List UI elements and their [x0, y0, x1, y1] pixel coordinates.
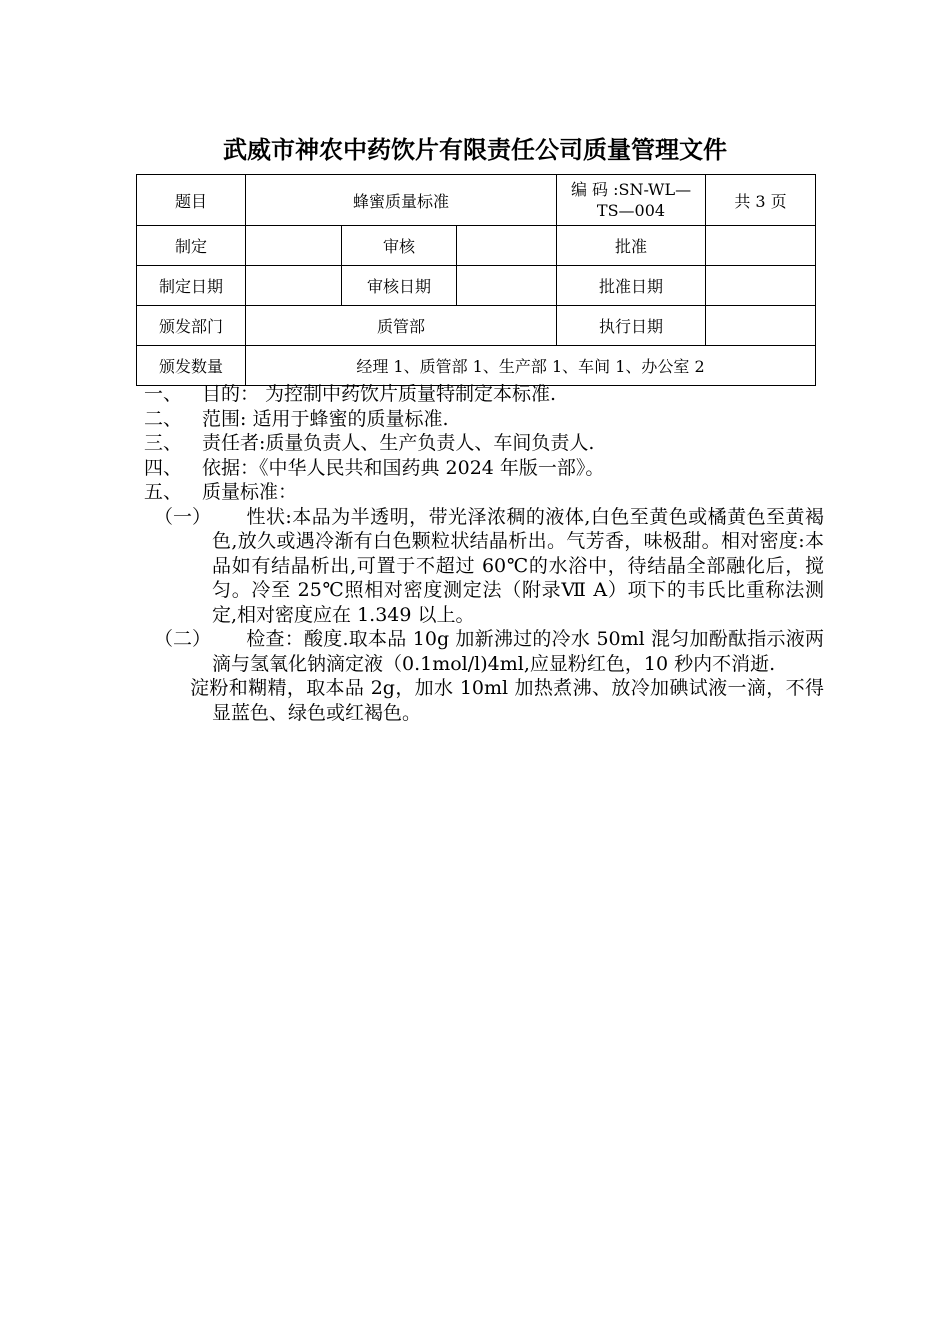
author-value	[246, 226, 342, 266]
section-item	[144, 456, 824, 481]
effective-date-label: 执行日期	[557, 306, 706, 346]
section-number: 五、	[144, 481, 183, 503]
approver-label: 批准	[557, 226, 706, 266]
document-code: 编 码 :SN-WL—TS—004	[557, 175, 706, 226]
section-number: 一、	[144, 383, 183, 405]
draft-date-value	[246, 266, 342, 306]
subsection-appearance	[144, 505, 824, 628]
section-text: 依据：《中华人民共和国药典 2024 年版一部》。	[202, 456, 605, 479]
document-header-table	[136, 174, 816, 386]
section-number: 三、	[144, 432, 183, 454]
section-item	[144, 382, 824, 407]
table-row	[137, 266, 816, 306]
review-date-value	[457, 266, 557, 306]
draft-date-label: 制定日期	[137, 266, 246, 306]
issuing-dept-value: 质管部	[246, 306, 557, 346]
section-item	[144, 407, 824, 432]
reviewer-value	[457, 226, 557, 266]
section-text: 范围: 适用于蜂蜜的质量标准.	[202, 407, 449, 430]
table-row	[137, 306, 816, 346]
subsection-number: （二）	[154, 628, 212, 650]
starch-dextrin-paragraph: 淀粉和糊精，取本品 2g，加水 10ml 加热煮沸、放冷加碘试液一滴，不得显蓝色、绿色或红褐色。	[190, 677, 824, 724]
section-item	[144, 480, 824, 505]
subsection-number: （一）	[154, 505, 212, 528]
issuing-dept-label: 颁发部门	[137, 306, 246, 346]
document-body	[144, 382, 824, 725]
section-text: 目的： 为控制中药饮片质量特制定本标准.	[202, 383, 557, 405]
table-row	[137, 175, 816, 226]
title-value: 蜂蜜质量标准	[246, 175, 557, 226]
title-label: 题目	[137, 175, 246, 226]
approver-value	[706, 226, 816, 266]
section-text: 质量标准：	[202, 481, 298, 503]
subsection-text: 性状:本品为半透明，带光泽浓稠的液体,白色至黄色或橘黄色至黄褐色,放久或遇冷渐有白色颗粒状结晶析出。气芳香，味极甜。相对密度:本品如有结晶析出,可置于不超过 60℃的水浴中，待结晶全部融化后，搅匀。冷至 25℃照相对密度测定法（附录Ⅶ A）项下的韦氏比重称法测定,相对密度应在 1.349 以上。	[212, 505, 824, 626]
issue-count-value: 经理 1、质管部 1、生产部 1、车间 1、办公室 2	[246, 346, 816, 386]
section-number: 四、	[144, 456, 183, 479]
reviewer-label: 审核	[342, 226, 457, 266]
section-item	[144, 431, 824, 456]
page-count: 共 3 页	[706, 175, 816, 226]
author-label: 制定	[137, 226, 246, 266]
table-row	[137, 226, 816, 266]
effective-date-value	[706, 306, 816, 346]
issue-count-label: 颁发数量	[137, 346, 246, 386]
section-number: 二、	[144, 407, 183, 430]
approval-date-label: 批准日期	[557, 266, 706, 306]
subsection-text: 检查：酸度.取本品 10g 加新沸过的冷水 50ml 混匀加酚酞指示液两滴与氢氧化钠滴定液（0.1mol/l)4ml,应显粉红色，10 秒内不消逝.	[212, 628, 824, 675]
section-text: 责任者:质量负责人、生产负责人、车间负责人.	[202, 432, 595, 454]
approval-date-value	[706, 266, 816, 306]
subsection-inspection	[144, 627, 824, 676]
page-title: 武威市神农中药饮片有限责任公司质量管理文件	[223, 136, 727, 164]
review-date-label: 审核日期	[342, 266, 457, 306]
table-row	[137, 346, 816, 386]
